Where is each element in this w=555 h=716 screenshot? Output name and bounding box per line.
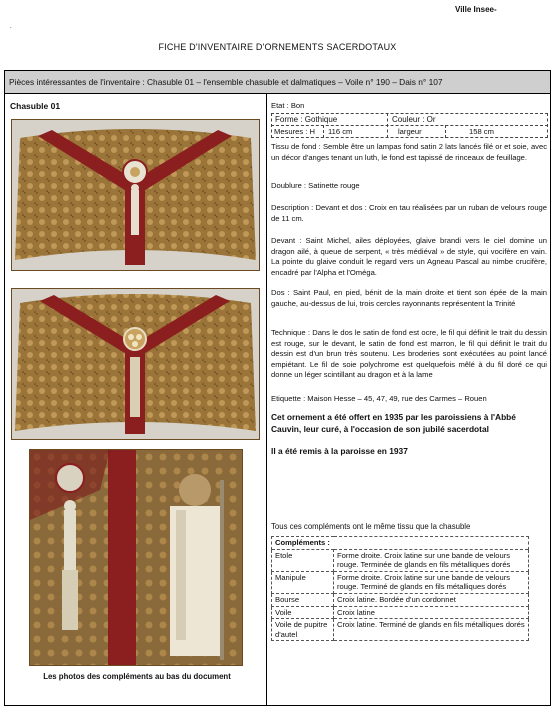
complement-name: Bourse <box>272 593 334 606</box>
stray-dot: . <box>10 24 12 30</box>
complement-desc: Croix latine. Terminé de glands en fils métalliques dorés <box>334 619 529 641</box>
label-text: Etiquette : Maison Hesse – 45, 47, 49, rue des Carmes – Rouen <box>271 394 487 403</box>
town-label: Ville Insee- <box>455 5 497 14</box>
table-row <box>272 549 529 571</box>
height-value: 116 cm <box>328 127 353 136</box>
photos-caption: Les photos des compléments au bas du document <box>43 672 231 681</box>
complements-table <box>271 536 529 641</box>
lining-text: Doublure : Satinette rouge <box>271 181 360 190</box>
width-value: 158 cm <box>469 127 494 136</box>
measures-divider <box>323 125 324 138</box>
table-row <box>272 606 529 619</box>
handover-note: Il a été remis à la paroisse en 1937 <box>271 446 408 456</box>
width-label: largeur <box>398 127 422 136</box>
inventory-banner: Pièces intéressantes de l'inventaire : Chasuble 01 – l'ensemble chasuble et dalmatiques – Voile n° 190 – Dais n° 107 <box>4 70 551 94</box>
document-title: FICHE D'INVENTAIRE D'ORNEMENTS SACERDOTAUX <box>158 42 397 52</box>
complement-name: Etole <box>272 549 334 571</box>
table-row <box>272 619 529 641</box>
condition-field: Etat : Bon <box>271 101 305 110</box>
measures-label: Mesures : H <box>274 127 315 136</box>
base-fabric-text: Tissu de fond : Semble être un lampas fond satin 2 lats lancés filé or et soie, avec un décor d'anges tenant un luth, le fond est tapissé de rinceaux de feuillage. <box>271 142 547 162</box>
complements-heading: Compléments : <box>272 537 529 550</box>
complement-desc: Forme droite. Croix latine sur une bande de velours rouge. Terminé de glands en fils métalliques dorés <box>334 571 529 593</box>
donation-note: Cet ornement a été offert en 1935 par les paroissiens à l'Abbé Cauvin, leur curé, à l'occasion de son jubilé sacerdotal <box>271 412 516 434</box>
complement-desc: Croix latine <box>334 606 529 619</box>
table-row <box>272 571 529 593</box>
left-heading: Chasuble 01 <box>10 101 61 111</box>
table-row <box>272 593 529 606</box>
width-divider <box>445 125 446 138</box>
complement-name: Voile <box>272 606 334 619</box>
description-text: Description : Devant et dos : Croix en tau réalisées par un ruban de velours rouge de 11 cm. <box>271 203 547 223</box>
chasuble-back-photo <box>12 289 259 439</box>
form-box-row-divider <box>271 125 548 126</box>
complement-name: Manipule <box>272 571 334 593</box>
color-field: Couleur : Or <box>392 115 436 124</box>
technique-text: Technique : Dans le dos le satin de fond est ocre, le fil qui définit le trait du dessin est rouge, sur le devant, le satin de fond est marron, le fil qui définit le trait du dessin est d'un brun très soutenu. Les broderies sont exécutées au point lancé empiétant. Le fil de soie polychrome est quelquefois mêlé à du fil doré ce qui donne un léger scintillant au dragon et à la lame <box>271 328 547 380</box>
shape-field: Forme : Gothique <box>275 115 338 124</box>
back-text: Dos : Saint Paul, en pied, bénit de la main droite et tient son épée de la main gauche, au-dessus de lui, trois cercles rayonnants représentent la Trinité <box>271 288 547 308</box>
chasuble-detail-photo <box>30 450 242 665</box>
complement-desc: Forme droite. Croix latine sur une bande de velours rouge. Terminée de glands en fils métalliques dorés <box>334 549 529 571</box>
complement-desc: Croix latine. Bordée d'un cordonnet <box>334 593 529 606</box>
front-text: Devant : Saint Michel, ailes déployées, glaive brandi vers le ciel domine un dragon ailé, à queue de serpent, « très médiéval » de style, qui vocifère en vain. La pointe du glaive conduit le regard vers un Agneau Pascal au nimbe crucifère, encadré par l'Alpha et l'Oméga. <box>271 236 547 277</box>
complements-note: Tous ces compléments ont le même tissu que la chasuble <box>271 522 471 531</box>
chasuble-front-photo <box>12 120 259 270</box>
complement-name: Voile de pupitre d'autel <box>272 619 334 641</box>
column-divider <box>266 94 267 706</box>
